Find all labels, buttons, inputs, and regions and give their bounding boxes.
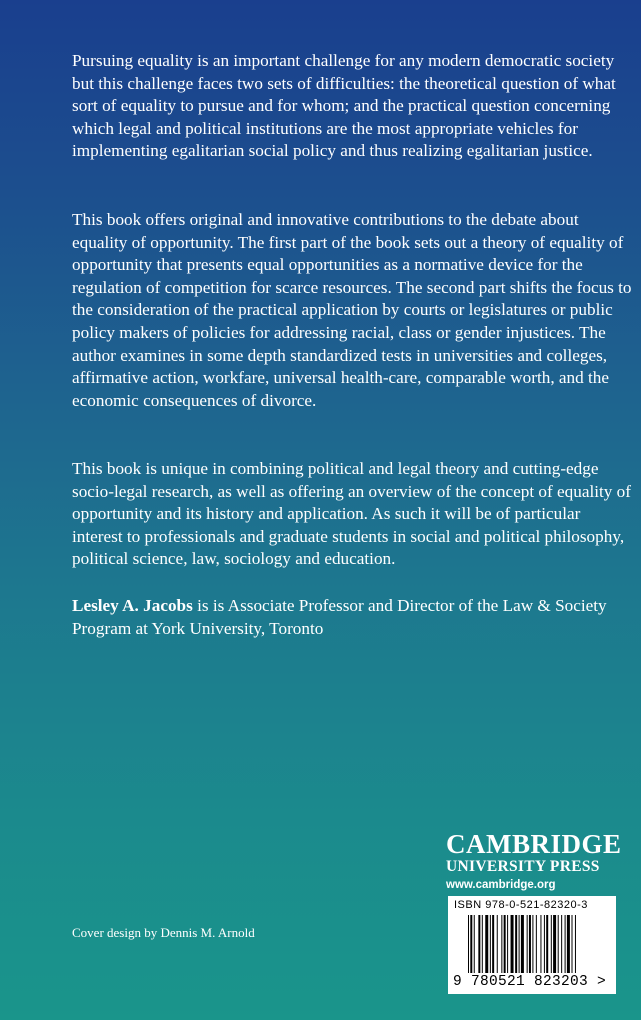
blurb-paragraph-2: This book offers original and innovative contributions to the debate about equality of opportunity. The first part of the book sets out a theory of equality of opportunity that presents equal opportunities as a normative device for the regulation of competition for scarce resources. The second part shifts the focus to the consideration of the practical application by courts or legislatures or public policy makers of policies for addressing racial, class or gender injustices. The author examines in some depth standardized tests in universities and colleges, affirmative action, workfare, universal health-care, comparable worth, and the economic consequences of divorce.	[72, 210, 632, 410]
publisher-logo	[446, 829, 622, 894]
cover-design-credit: Cover design by Dennis M. Arnold	[72, 925, 255, 940]
author-bio-text: is is Associate Professor and Director of the Law & Society Program at York University, Toronto	[72, 596, 607, 638]
blurb-paragraph-3: This book is unique in combining political and legal theory and cutting-edge socio-legal research, as well as offering an overview of the concept of equality of opportunity and its history and application. As such it will be of particular interest to professionals and graduate students in social and political philosophy, political science, law, sociology and education.	[72, 459, 632, 569]
isbn-label: ISBN 978-0-521-82320-3	[454, 899, 588, 911]
author-bio	[72, 595, 632, 640]
blurb-paragraph-1: Pursuing equality is an important challenge for any modern democratic society but this challenge faces two sets of difficulties: the theoretical question of what sort of equality to pursue and for whom; and the practical question concerning which legal and political institutions are the most appropriate vehicles for implementing egalitarian social policy and thus realizing egalitarian justice.	[72, 51, 616, 161]
barcode-bars	[468, 915, 611, 973]
barcode-digits: 9 780521 823203 >	[453, 974, 607, 990]
isbn-barcode	[448, 896, 616, 994]
publisher-url: www.cambridge.org	[446, 879, 556, 891]
publisher-name: CAMBRIDGE	[446, 829, 622, 859]
publisher-subtitle: UNIVERSITY PRESS	[446, 858, 600, 875]
author-name: Lesley A. Jacobs	[72, 596, 193, 615]
